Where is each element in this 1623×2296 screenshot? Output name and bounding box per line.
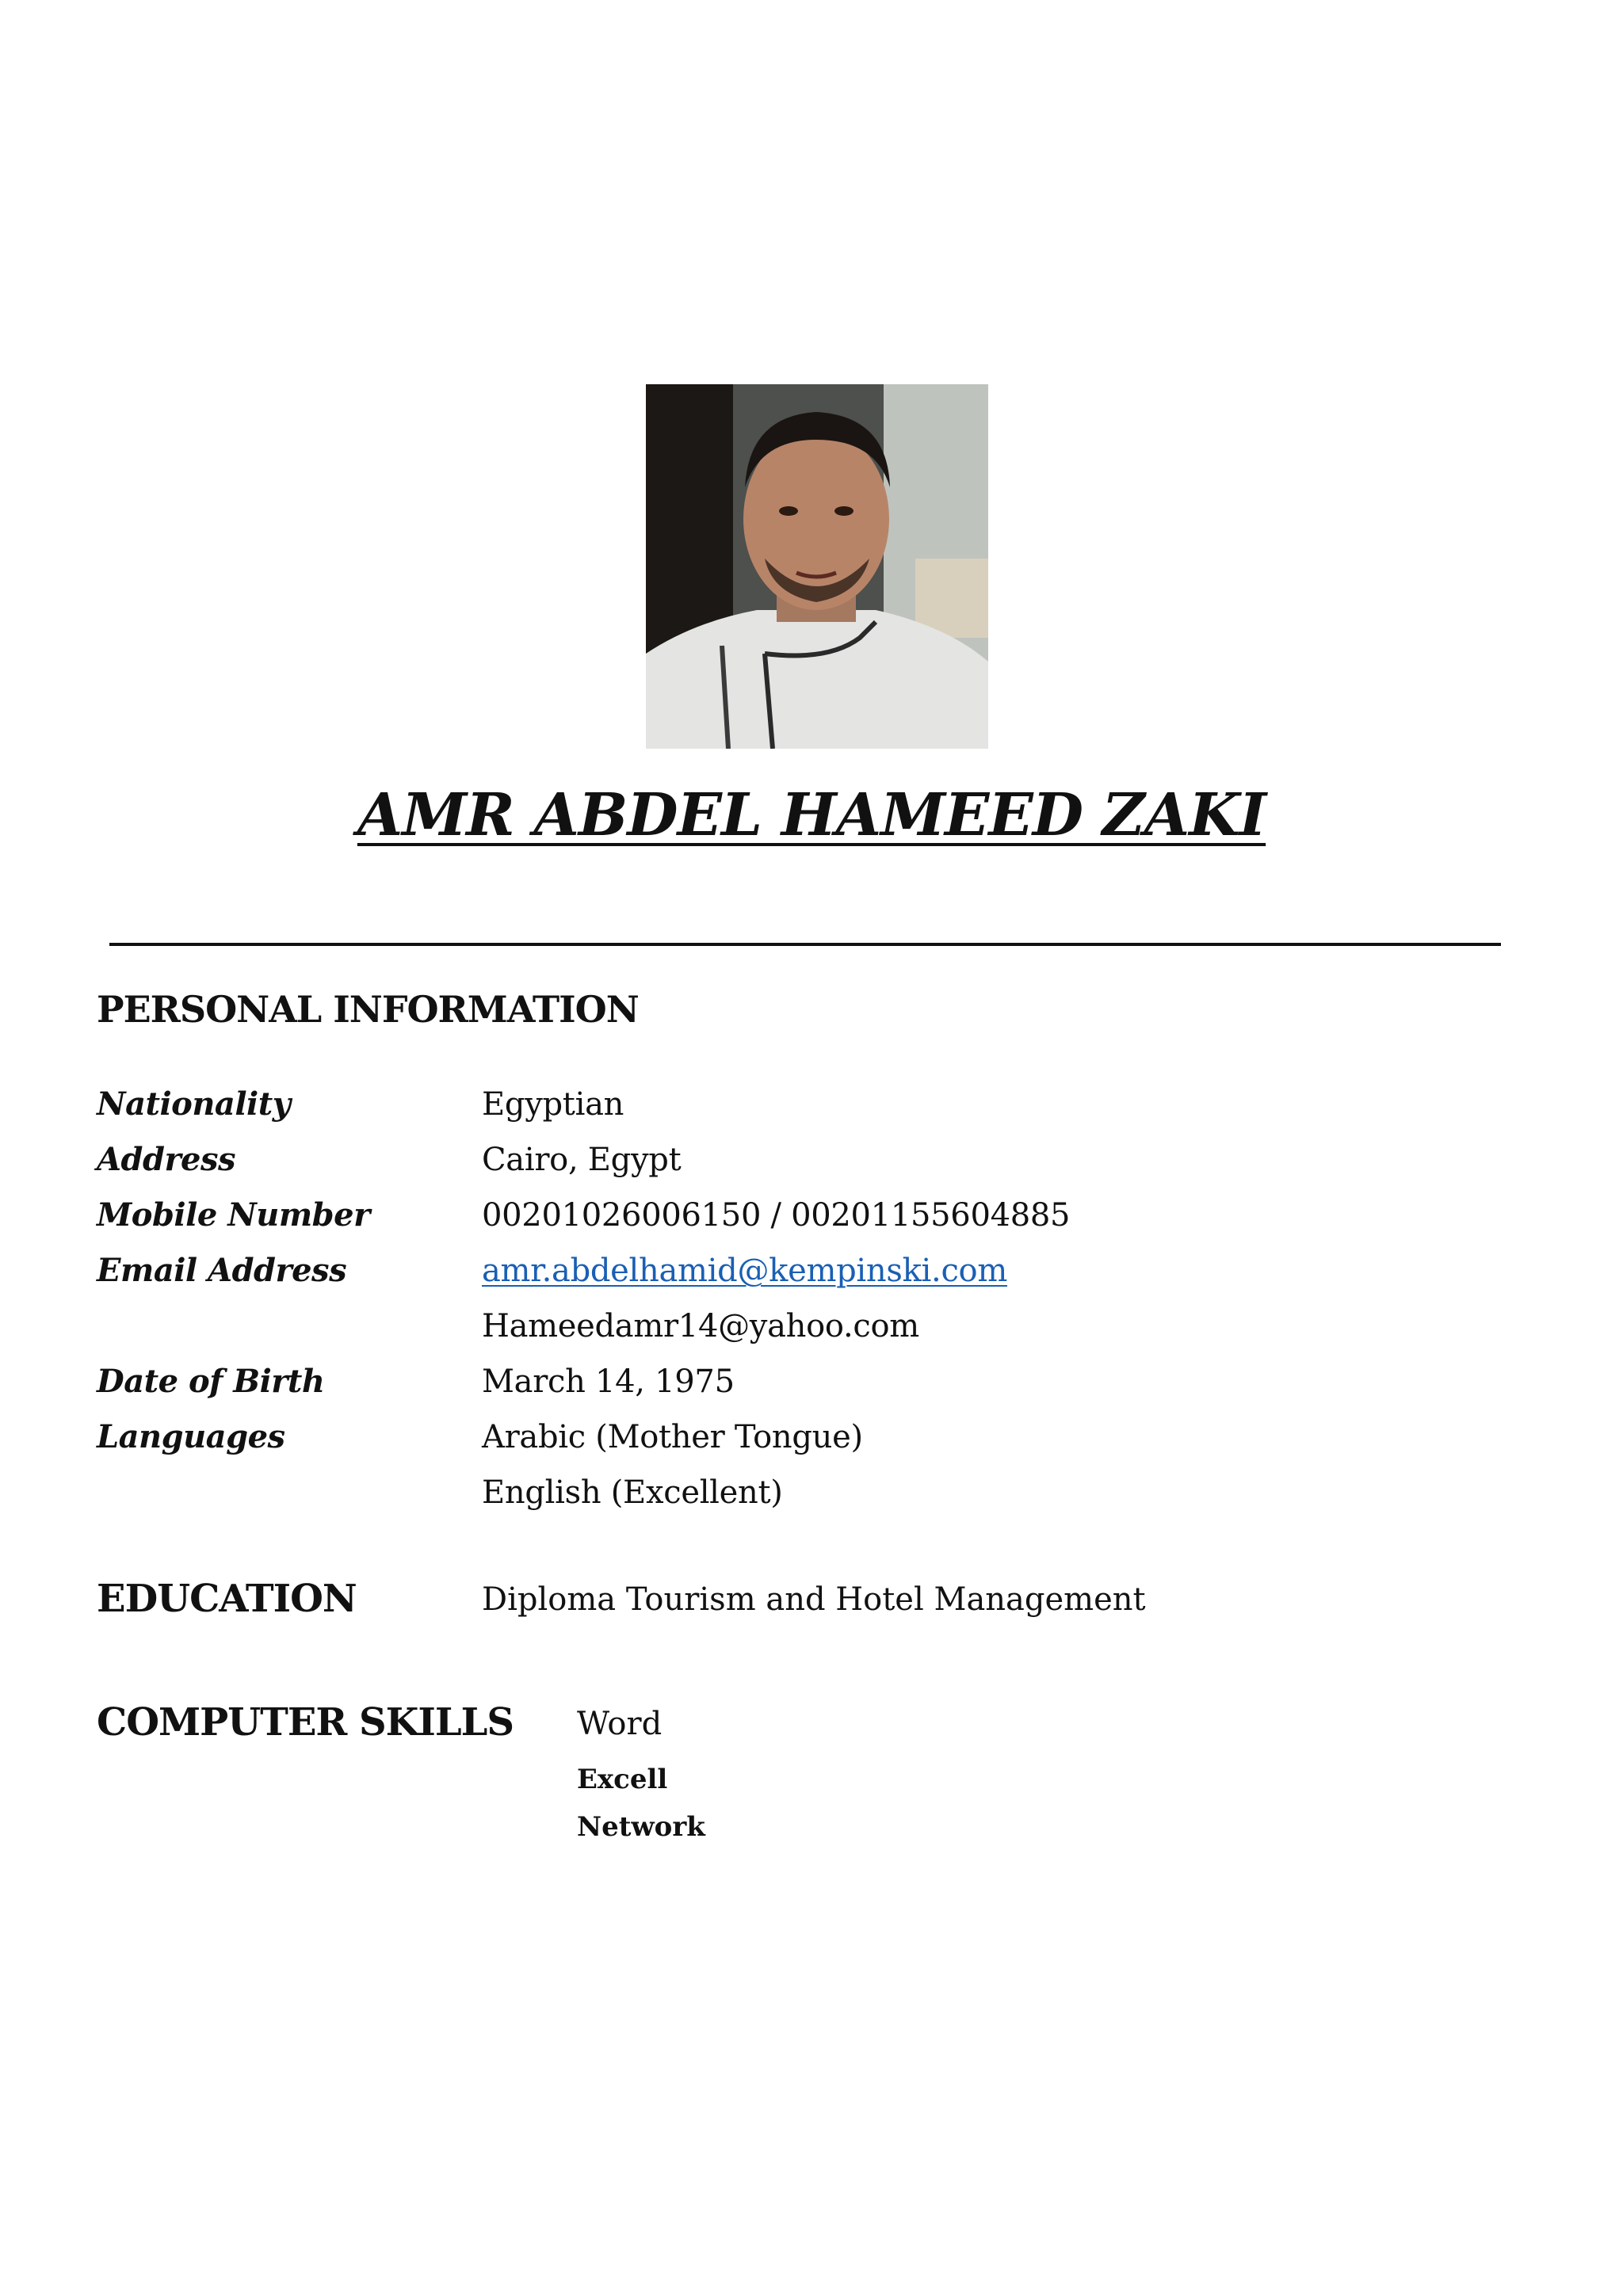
header-divider bbox=[109, 943, 1501, 946]
email-label: Email Address bbox=[97, 1252, 347, 1289]
dob-label: Date of Birth bbox=[97, 1363, 325, 1400]
dob-value: March 14, 1975 bbox=[482, 1363, 735, 1400]
nationality-label: Nationality bbox=[97, 1085, 291, 1123]
languages-label: Languages bbox=[97, 1418, 285, 1455]
personal-information-heading: PERSONAL INFORMATION bbox=[97, 988, 639, 1031]
language-arabic: Arabic (Mother Tongue) bbox=[482, 1419, 863, 1455]
address-label: Address bbox=[97, 1141, 236, 1178]
education-value: Diploma Tourism and Hotel Management bbox=[482, 1581, 1146, 1618]
computer-skills-heading: COMPUTER SKILLS bbox=[97, 1700, 514, 1745]
language-english: English (Excellent) bbox=[482, 1474, 783, 1511]
mobile-value: 00201026006150 / 00201155604885 bbox=[482, 1197, 1071, 1234]
nationality-value: Egyptian bbox=[482, 1086, 624, 1123]
education-heading: EDUCATION bbox=[97, 1577, 357, 1621]
skill-word: Word bbox=[577, 1706, 663, 1742]
email-primary-link[interactable]: amr.abdelhamid@kempinski.com bbox=[482, 1253, 1007, 1289]
address-value: Cairo, Egypt bbox=[482, 1142, 682, 1178]
candidate-name: AMR ABDEL HAMEED ZAKI bbox=[357, 781, 1266, 849]
mobile-label: Mobile Number bbox=[97, 1196, 370, 1234]
skill-network: Network bbox=[577, 1811, 705, 1843]
skill-excel: Excell bbox=[577, 1764, 668, 1795]
email-secondary-value: Hameedamr14@yahoo.com bbox=[482, 1308, 919, 1344]
profile-photo bbox=[646, 384, 988, 749]
portrait-image bbox=[646, 384, 988, 749]
